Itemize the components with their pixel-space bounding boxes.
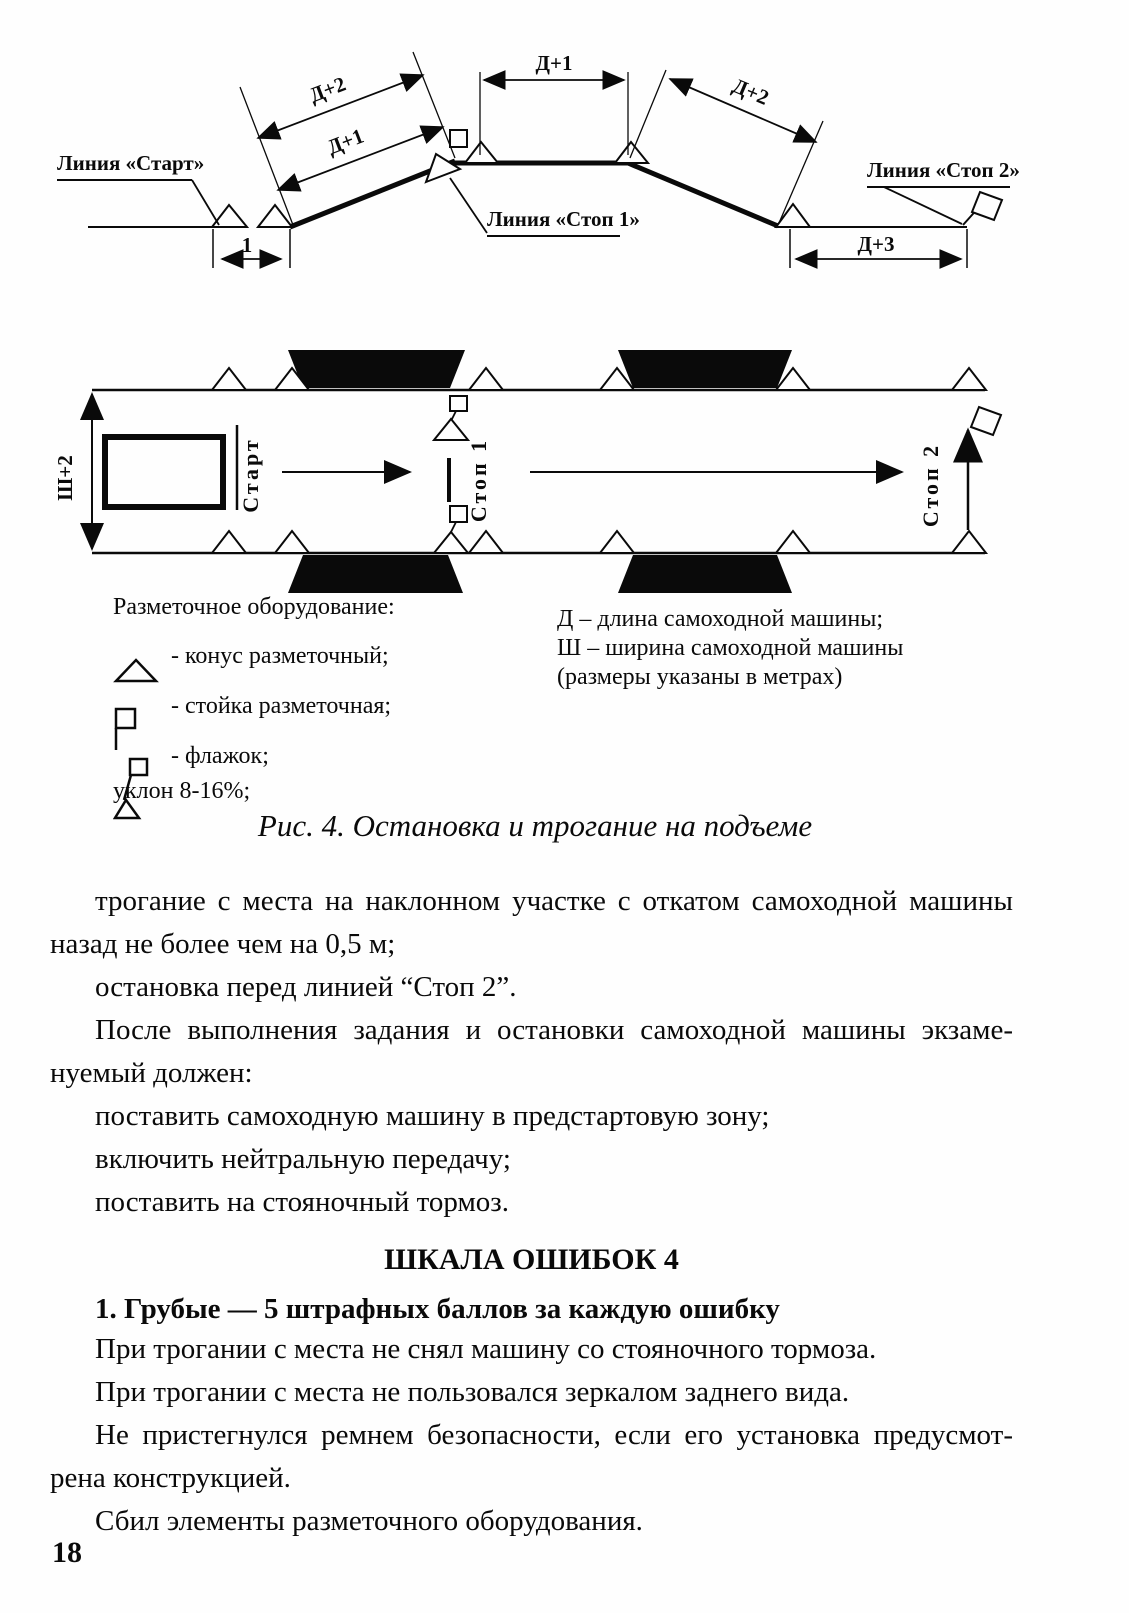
stop1-line-label: Линия «Стоп 1» (487, 207, 640, 231)
body-line: нуемый должен: (50, 1057, 253, 1089)
note-line: Д – длина самоходной машины; (557, 606, 884, 632)
body-text (50, 880, 1013, 1543)
cone-icon (776, 531, 810, 553)
cone-icon (952, 368, 986, 390)
legend (113, 594, 543, 785)
flag-icon (971, 407, 1001, 435)
start-line-label: Линия «Старт» (57, 151, 205, 175)
body-line: рена конструкцией. (50, 1462, 291, 1494)
body-line: Не пристегнулся ремнем безопасности, если его установка предусмот- (95, 1419, 1013, 1451)
subsection-heading: 1. Грубые — 5 штрафных баллов за каждую ошибку (95, 1293, 780, 1325)
legend-item (113, 635, 543, 677)
body-line: При трогании с места не снял машину со стояночного тормоза. (95, 1333, 877, 1365)
cone-icon (615, 142, 648, 163)
legend-item-label: - конус разметочный; (171, 642, 389, 669)
side-view-diagram (0, 30, 1129, 290)
cone-icon (275, 531, 309, 553)
flag-icon (972, 192, 1002, 220)
ramp-block (618, 555, 792, 593)
ramp-block (288, 555, 463, 593)
cone-icon (434, 532, 468, 553)
legend-item (113, 685, 543, 727)
cone-icon (600, 531, 634, 553)
body-line: поставить на стояночный тормоз. (95, 1186, 510, 1218)
cone-icon (426, 154, 460, 182)
start-label: Старт (238, 437, 263, 513)
legend-item (113, 735, 543, 777)
legend-title: Разметочное оборудование: (113, 594, 395, 620)
ext-line (413, 52, 455, 158)
cone-icon (469, 368, 503, 390)
legend-item-label: - флажок; (171, 742, 269, 769)
body-line: После выполнения задания и остановки самоходной машины экзаме- (95, 1014, 1013, 1046)
stop2-line-label: Линия «Стоп 2» (867, 158, 1020, 182)
top-view-diagram (0, 330, 1129, 605)
callout-leader (884, 187, 962, 224)
cone-icon (212, 368, 246, 390)
body-line: трогание с места на наклонном участке с откатом самоходной машины (95, 885, 1013, 917)
body-line: При трогании с места не пользовался зеркалом заднего вида. (95, 1376, 850, 1408)
prestart-zone-box (105, 437, 223, 507)
dim-d2-upslope-label: Д+2 (305, 71, 350, 108)
slope-note: уклон 8-16%; (113, 778, 251, 804)
ext-line (630, 70, 666, 158)
downslope-line (628, 163, 778, 226)
stop2-label: Стоп 2 (918, 442, 943, 528)
cone-icon (434, 419, 468, 440)
dim-d2-downslope-label: Д+2 (729, 73, 773, 110)
dim-d1-plateau-label: Д+1 (535, 51, 573, 75)
stop1-label: Стоп 1 (466, 437, 491, 523)
callout-leader (192, 180, 219, 225)
page-number: 18 (52, 1536, 82, 1569)
section-heading: ШКАЛА ОШИБОК 4 (384, 1243, 679, 1276)
figure-caption: Рис. 4. Остановка и трогание на подъеме (257, 808, 813, 843)
body-line: остановка перед линией “Стоп 2”. (95, 971, 517, 1003)
dim-d3-label: Д+3 (857, 232, 895, 256)
note-line: Ш – ширина самоходной машины (557, 635, 904, 661)
body-line: назад не более чем на 0,5 м; (50, 928, 396, 960)
cone-icon (465, 142, 498, 163)
ramp-block (288, 350, 465, 388)
marking-post-icon (450, 396, 467, 411)
dim-d1-upslope-label: Д+1 (323, 123, 368, 160)
legend-item-label: - стойка разметочная; (171, 692, 392, 719)
body-line: включить нейтральную передачу; (95, 1143, 511, 1175)
body-line: Сбил элементы разметочного оборудования. (95, 1505, 643, 1537)
note-line: (размеры указаны в метрах) (557, 664, 843, 690)
marking-post-icon (450, 130, 467, 147)
dim-1-label: 1 (241, 233, 253, 257)
body-line: поставить самоходную машину в предстартовую зону; (95, 1100, 770, 1132)
cone-icon (952, 531, 986, 553)
dim-width-label: Ш+2 (53, 455, 77, 501)
dimension-notes (557, 605, 903, 692)
cone-icon (212, 531, 246, 553)
cone-icon (776, 204, 810, 227)
marking-post-icon (450, 506, 467, 522)
callout-leader (450, 178, 487, 233)
ext-line (240, 87, 293, 225)
ramp-block (618, 350, 792, 388)
post-link (451, 522, 456, 532)
cone-icon (469, 531, 503, 553)
